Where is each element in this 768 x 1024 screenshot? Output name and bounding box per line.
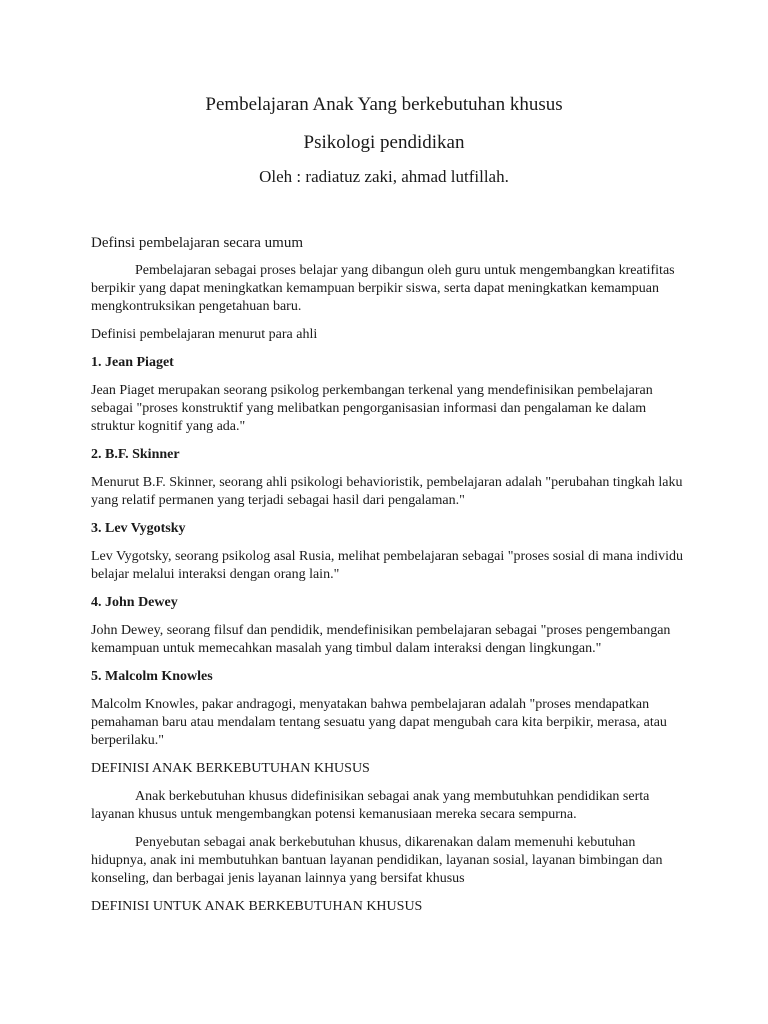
section-title-general-definition: Definsi pembelajaran secara umum (91, 235, 303, 251)
expert-paragraph: Menurut B.F. Skinner, seorang ahli psikologi behavioristik, pembelajaran adalah "perubahan tingkah laku yang relatif permanen yang terjadi sebagai hasil dari pengalaman." (91, 475, 683, 508)
expert-heading: 5. Malcolm Knowles (91, 669, 213, 684)
expert-heading: 4. John Dewey (91, 595, 178, 610)
expert-heading: 2. B.F. Skinner (91, 447, 180, 462)
section-title-expert-definitions: Definisi pembelajaran menurut para ahli (91, 327, 318, 342)
general-definition-paragraph: Pembelajaran sebagai proses belajar yang dibangun oleh guru untuk mengembangkan kreatifitas berpikir yang dapat meningkatkan kemampuan berpikir siswa, serta dapat meningkatkan kemampuan mengkontruksikan pengetahuan baru. (91, 263, 675, 314)
expert-heading: 1. Jean Piaget (91, 355, 174, 370)
document-title: Pembelajaran Anak Yang berkebutuhan khusus (205, 94, 563, 115)
expert-paragraph: Jean Piaget merupakan seorang psikolog perkembangan terkenal yang mendefinisikan pembelajaran sebagai "proses konstruktif yang melibatkan pengorganisasian informasi dan pengalaman ke dalam struktur kognitif yang ada." (91, 383, 653, 434)
document-body (91, 234, 691, 926)
special-needs-paragraph: Anak berkebutuhan khusus didefinisikan sebagai anak yang membutuhkan pendidikan serta layanan khusus untuk mengembangkan potensi kemanusiaan mereka secara sempurna. (91, 789, 650, 822)
document-authors: Oleh : radiatuz zaki, ahmad lutfillah. (259, 167, 509, 186)
expert-paragraph: Malcolm Knowles, pakar andragogi, menyatakan bahwa pembelajaran adalah "proses mendapatkan pemahaman baru atau mendalam tentang sesuatu yang dapat mengubah cara kita berpikir, merasa, atau berperilaku." (91, 697, 667, 748)
document-subtitle: Psikologi pendidikan (303, 132, 465, 153)
section-title-special-needs: DEFINISI ANAK BERKEBUTUHAN KHUSUS (91, 761, 370, 776)
section-title-definition-for-special-needs: DEFINISI UNTUK ANAK BERKEBUTUHAN KHUSUS (91, 899, 423, 914)
expert-paragraph: Lev Vygotsky, seorang psikolog asal Rusia, melihat pembelajaran sebagai "proses sosial di mana individu belajar melalui interaksi dengan orang lain." (91, 549, 684, 582)
special-needs-paragraph: Penyebutan sebagai anak berkebutuhan khusus, dikarenakan dalam memenuhi kebutuhan hidupnya, anak ini membutuhkan bantuan layanan pendidikan, layanan sosial, layanan bimbingan dan konseling, dan berbagai jenis layanan lainnya yang bersifat khusus (91, 835, 663, 886)
expert-heading: 3. Lev Vygotsky (91, 521, 186, 536)
expert-paragraph: John Dewey, seorang filsuf dan pendidik, mendefinisikan pembelajaran sebagai "proses pengembangan kemampuan untuk memecahkan masalah yang timbul dalam interaksi dengan lingkungan." (91, 623, 671, 656)
